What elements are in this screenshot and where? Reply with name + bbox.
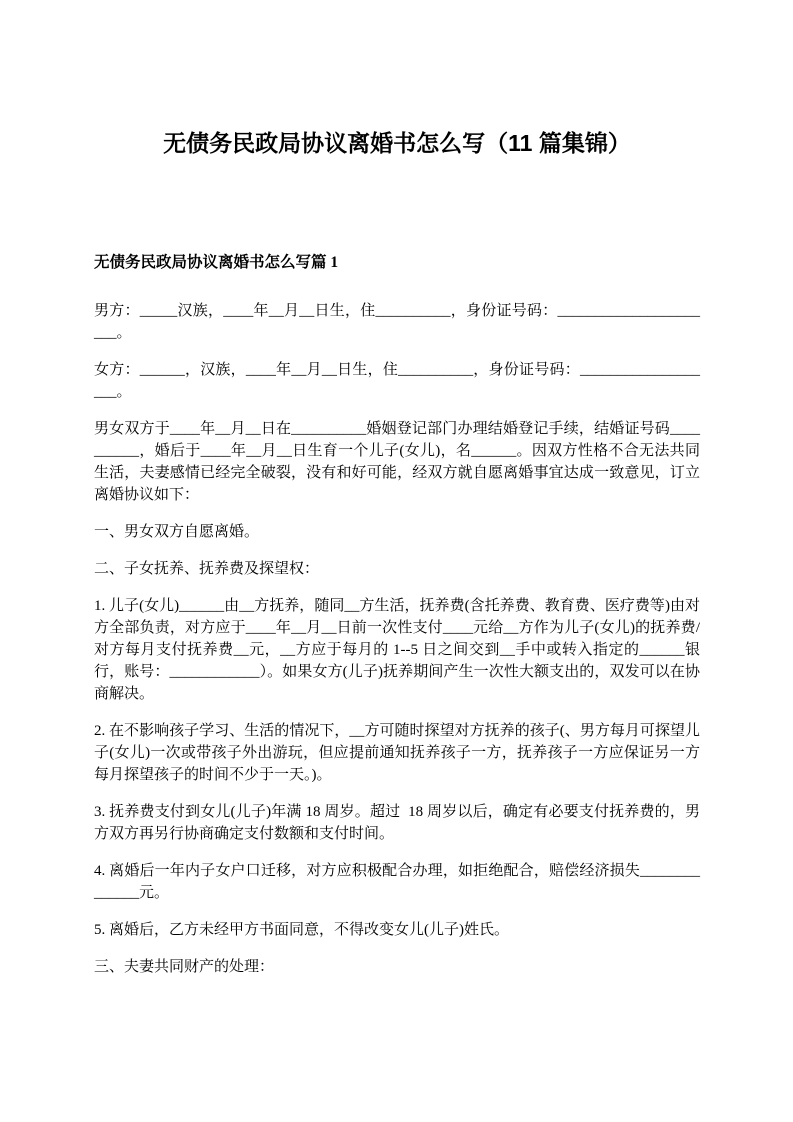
paragraph-party-male: 男方：_____汉族，____年__月__日生，住__________，身份证号码：______________________。 — [94, 303, 700, 341]
clause-3-property-heading: 三、夫妻共同财产的处理： — [94, 959, 275, 975]
document-title: 无债务民政局协议离婚书怎么写（11 篇集锦） — [163, 130, 631, 156]
clause-1-voluntary-divorce: 一、男女双方自愿离婚。 — [94, 524, 260, 540]
item-5-child-surname: 5. 离婚后，乙方未经甲方书面同意，不得改变女儿(儿子)姓氏。 — [94, 922, 509, 938]
item-4-household-registration: 4. 离婚后一年内子女户口迁移，对方应积极配合办理，如拒绝配合，赔偿经济损失______________元。 — [94, 863, 700, 901]
item-3-support-until-adulthood: 3. 抚养费支付到女儿(儿子)年满 18 周岁。超过 18 周岁以后，确定有必要支付抚养费的，男方双方再另行协商确定支付数额和支付时间。 — [94, 804, 700, 842]
paragraph-party-female: 女方：______，汉族，____年__月__日生，住__________，身份证号码：___________________。 — [94, 362, 700, 400]
clause-2-child-custody-heading: 二、子女抚养、抚养费及探望权： — [94, 561, 320, 577]
item-1-child-support: 1. 儿子(女儿)______由__方抚养，随同__方生活，抚养费(含托养费、教育费、医疗费等)由对方全部负责，对方应于____年__月__日前一次性支付____元给__方作为儿子(女儿)的抚养费/对方每月支付抚养费__元，__方应于每月的 1--5 日之间交到__手中或转入指定的______银行，账号：____________）。如果女方(儿子)抚养期间产生一次性大额支出的，双发可以在协商解决。 — [94, 598, 700, 702]
item-2-visitation-rights: 2. 在不影响孩子学习、生活的情况下，__方可随时探望对方抚养的孩子(、男方每月可探望儿子(女儿)一次或带孩子外出游玩，但应提前通知抚养孩子一方，抚养孩子一方应保证另一方每月探望孩子的时间不少于一天。)。 — [94, 723, 700, 783]
paragraph-marriage-info: 男女双方于____年__月__日在__________婚姻登记部门办理结婚登记手续，结婚证号码__________，婚后于____年__月__日生育一个儿子(女儿)，名______。因双方性格不合无法共同生活，夫妻感情已经完全破裂，没有和好可能，经双方就自愿离婚事宜达成一致意见，订立离婚协议如下： — [94, 421, 700, 503]
section-heading: 无债务民政局协议离婚书怎么写篇 1 — [94, 254, 339, 271]
